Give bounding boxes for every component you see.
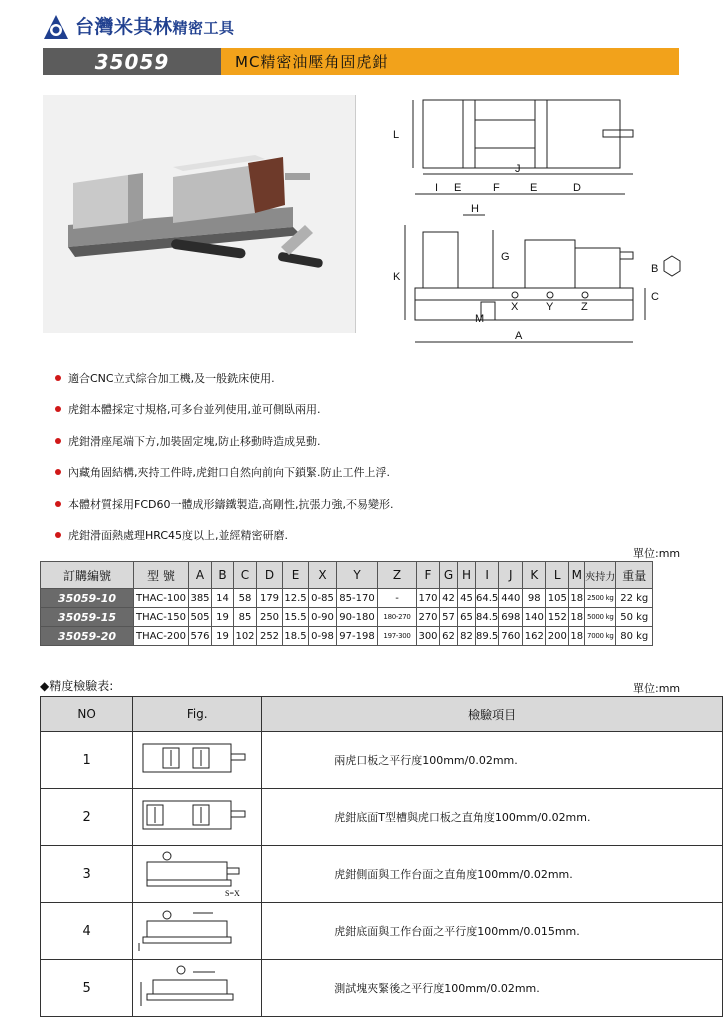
bullet-icon bbox=[55, 501, 61, 507]
col-D: D bbox=[257, 562, 283, 589]
inspection-fig-2-icon bbox=[133, 789, 261, 842]
col-E: E bbox=[283, 562, 309, 589]
col-item: 檢驗項目 bbox=[262, 697, 723, 732]
dim-X: X bbox=[511, 301, 519, 313]
col-Z: Z bbox=[378, 562, 417, 589]
col-K: K bbox=[523, 562, 546, 589]
cell: 18 bbox=[569, 608, 585, 627]
feature-item: 虎鉗滑面熱處理HRC45度以上,並經精密研磨. bbox=[55, 520, 655, 552]
cell: 5000 kg bbox=[585, 608, 616, 627]
table-row bbox=[41, 846, 723, 903]
order-code: 35059-20 bbox=[41, 627, 134, 646]
dim-Y: Y bbox=[546, 301, 554, 313]
cell: 22 kg bbox=[616, 589, 653, 608]
col-weight: 重量 bbox=[616, 562, 653, 589]
inspection-fig-4-icon bbox=[133, 903, 261, 956]
fig-note: S=X bbox=[225, 889, 240, 898]
cell: 65 bbox=[458, 608, 476, 627]
col-L: L bbox=[546, 562, 569, 589]
fig-cell bbox=[133, 903, 262, 960]
cell: 15.5 bbox=[283, 608, 309, 627]
cell: 140 bbox=[523, 608, 546, 627]
cell: 102 bbox=[234, 627, 257, 646]
product-title: MC精密油壓角固虎鉗 bbox=[221, 48, 679, 75]
cell: 197-300 bbox=[378, 627, 417, 646]
cell: 385 bbox=[189, 589, 212, 608]
col-model: 型 號 bbox=[134, 562, 189, 589]
row-number: 4 bbox=[41, 903, 133, 960]
cell: 18 bbox=[569, 589, 585, 608]
cell: 440 bbox=[499, 589, 523, 608]
unit-label-spec: 單位:mm bbox=[633, 547, 681, 560]
cell: 82 bbox=[458, 627, 476, 646]
cell: 18.5 bbox=[283, 627, 309, 646]
company-logo-icon bbox=[43, 14, 69, 40]
col-Y: Y bbox=[337, 562, 378, 589]
bullet-icon bbox=[55, 532, 61, 538]
bullet-icon bbox=[55, 406, 61, 412]
col-A: A bbox=[189, 562, 212, 589]
dim-I: I bbox=[435, 182, 439, 194]
cell: THAC-150 bbox=[134, 608, 189, 627]
product-photo bbox=[43, 95, 356, 333]
cell: 0-98 bbox=[309, 627, 337, 646]
cell: 64.5 bbox=[476, 589, 499, 608]
cell: THAC-100 bbox=[134, 589, 189, 608]
table-row bbox=[41, 903, 723, 960]
dim-K: K bbox=[393, 271, 401, 283]
cell: 18 bbox=[569, 627, 585, 646]
cell: 80 kg bbox=[616, 627, 653, 646]
cell: 698 bbox=[499, 608, 523, 627]
cell: 90-180 bbox=[337, 608, 378, 627]
brand-tail: 精密工具 bbox=[172, 19, 235, 37]
table-row bbox=[41, 789, 723, 846]
cell: 98 bbox=[523, 589, 546, 608]
col-B: B bbox=[212, 562, 234, 589]
cell: 152 bbox=[546, 608, 569, 627]
dim-H: H bbox=[471, 203, 479, 215]
col-no: NO bbox=[41, 697, 133, 732]
table-row bbox=[41, 589, 653, 608]
feature-item: 虎鉗本體採定寸規格,可多台並列使用,並可側臥兩用. bbox=[55, 394, 655, 426]
dim-M: M bbox=[475, 313, 485, 325]
cell: 45 bbox=[458, 589, 476, 608]
cell: 2500 kg bbox=[585, 589, 616, 608]
dim-J: J bbox=[515, 163, 521, 175]
bullet-icon bbox=[55, 469, 61, 475]
inspection-item: 兩虎口板之平行度100mm/0.02mm. bbox=[262, 732, 723, 789]
col-C: C bbox=[234, 562, 257, 589]
order-code: 35059-10 bbox=[41, 589, 134, 608]
cell: 97-198 bbox=[337, 627, 378, 646]
cell: 58 bbox=[234, 589, 257, 608]
spec-header-row bbox=[41, 562, 653, 589]
technical-drawing bbox=[375, 90, 695, 352]
cell: 84.5 bbox=[476, 608, 499, 627]
spec-table bbox=[40, 561, 653, 646]
dim-B: B bbox=[651, 263, 659, 275]
col-clamp-force: 夾持力 bbox=[585, 562, 616, 589]
dim-Z: Z bbox=[581, 301, 588, 313]
inspection-fig-5-icon bbox=[133, 960, 261, 1013]
inspection-fig-1-icon bbox=[133, 732, 261, 785]
order-code: 35059-15 bbox=[41, 608, 134, 627]
fig-cell bbox=[133, 732, 262, 789]
cell: 576 bbox=[189, 627, 212, 646]
col-F: F bbox=[417, 562, 440, 589]
inspection-item: 測試塊夾緊後之平行度100mm/0.02mm. bbox=[262, 960, 723, 1017]
cell: 85-170 bbox=[337, 589, 378, 608]
cell: 250 bbox=[257, 608, 283, 627]
accuracy-header-row bbox=[41, 697, 723, 732]
cell: 162 bbox=[523, 627, 546, 646]
cell: 12.5 bbox=[283, 589, 309, 608]
accuracy-title: ◆精度檢驗表: bbox=[40, 679, 114, 693]
row-number: 3 bbox=[41, 846, 133, 903]
cell: 170 bbox=[417, 589, 440, 608]
cell: 105 bbox=[546, 589, 569, 608]
dim-E2: E bbox=[530, 182, 538, 194]
col-I: I bbox=[476, 562, 499, 589]
cell: 57 bbox=[440, 608, 458, 627]
cell: 89.5 bbox=[476, 627, 499, 646]
cell: 760 bbox=[499, 627, 523, 646]
col-M: M bbox=[569, 562, 585, 589]
dim-E1: E bbox=[454, 182, 462, 194]
col-J: J bbox=[499, 562, 523, 589]
dim-C: C bbox=[651, 291, 659, 303]
inspection-fig-3-icon bbox=[133, 846, 261, 899]
feature-item: 內藏角固結構,夾持工件時,虎鉗口自然向前向下鎖緊.防止工件上浮. bbox=[55, 457, 655, 489]
fig-cell bbox=[133, 960, 262, 1017]
cell: 179 bbox=[257, 589, 283, 608]
brand-main: 台灣米其林 bbox=[75, 16, 173, 38]
brand-name bbox=[75, 12, 235, 39]
col-order-no: 訂購編號 bbox=[41, 562, 134, 589]
cell: 270 bbox=[417, 608, 440, 627]
cell: 300 bbox=[417, 627, 440, 646]
inspection-item: 虎鉗底面T型槽與虎口板之直角度100mm/0.02mm. bbox=[262, 789, 723, 846]
cell: 0-90 bbox=[309, 608, 337, 627]
cell: 19 bbox=[212, 627, 234, 646]
cell: 85 bbox=[234, 608, 257, 627]
cell: 14 bbox=[212, 589, 234, 608]
cell: 200 bbox=[546, 627, 569, 646]
cell: 180-270 bbox=[378, 608, 417, 627]
cell: THAC-200 bbox=[134, 627, 189, 646]
dim-L: L bbox=[393, 129, 400, 141]
dim-F: F bbox=[493, 182, 500, 194]
feature-item: 虎鉗滑座尾端下方,加裝固定塊,防止移動時造成晃動. bbox=[55, 425, 655, 457]
feature-item: 適合CNC立式綜合加工機,及一般銑床使用. bbox=[55, 362, 655, 394]
model-number: 35059 bbox=[43, 48, 221, 75]
cell: 19 bbox=[212, 608, 234, 627]
accuracy-table bbox=[40, 696, 723, 1017]
feature-item: 本體材質採用FCD60一體成形鑄鐵製造,高剛性,抗張力強,不易變形. bbox=[55, 488, 655, 520]
dim-D: D bbox=[573, 182, 581, 194]
col-G: G bbox=[440, 562, 458, 589]
cell: - bbox=[378, 589, 417, 608]
cell: 42 bbox=[440, 589, 458, 608]
cell: 252 bbox=[257, 627, 283, 646]
cell: 505 bbox=[189, 608, 212, 627]
row-number: 5 bbox=[41, 960, 133, 1017]
col-H: H bbox=[458, 562, 476, 589]
unit-label-accuracy: 單位:mm bbox=[633, 682, 681, 695]
row-number: 2 bbox=[41, 789, 133, 846]
cell: 0-85 bbox=[309, 589, 337, 608]
bullet-icon bbox=[55, 375, 61, 381]
dim-G: G bbox=[501, 251, 510, 263]
inspection-item: 虎鉗底面與工作台面之平行度100mm/0.015mm. bbox=[262, 903, 723, 960]
table-row bbox=[41, 627, 653, 646]
row-number: 1 bbox=[41, 732, 133, 789]
col-X: X bbox=[309, 562, 337, 589]
table-row bbox=[41, 960, 723, 1017]
table-row bbox=[41, 608, 653, 627]
cell: 7000 kg bbox=[585, 627, 616, 646]
bullet-icon bbox=[55, 438, 61, 444]
col-fig: Fig. bbox=[133, 697, 262, 732]
feature-list bbox=[55, 362, 655, 551]
table-row bbox=[41, 732, 723, 789]
dim-A: A bbox=[515, 330, 523, 342]
inspection-item: 虎鉗側面與工作台面之直角度100mm/0.02mm. bbox=[262, 846, 723, 903]
cell: 50 kg bbox=[616, 608, 653, 627]
fig-cell bbox=[133, 846, 262, 903]
fig-cell bbox=[133, 789, 262, 846]
cell: 62 bbox=[440, 627, 458, 646]
